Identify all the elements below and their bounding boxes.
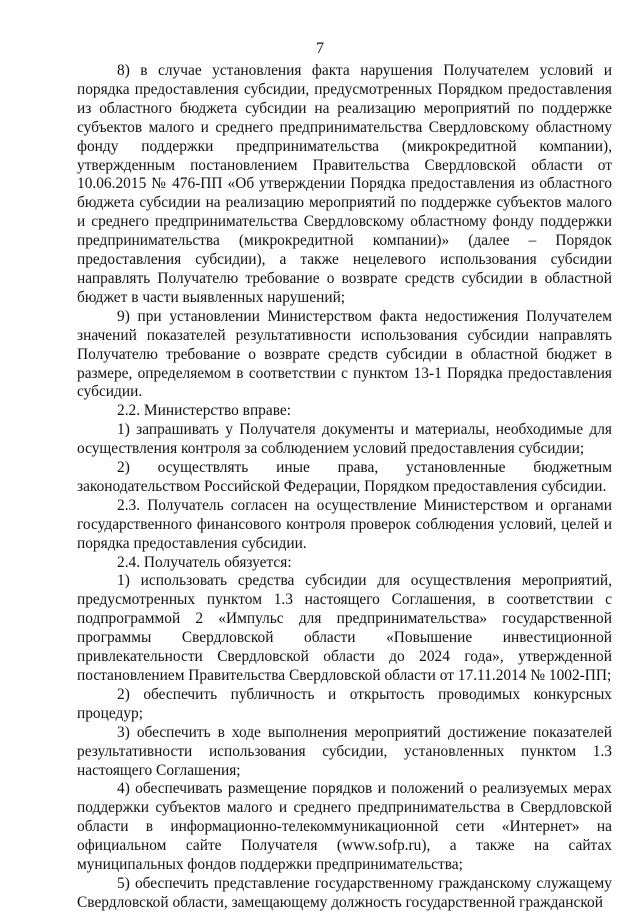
section-2-2-heading: 2.2. Министерство вправе: <box>117 402 291 420</box>
paragraph-2-2-2: 2) осуществлять иные права, установленные бюджетным законодательством Российской Федерации, Порядком предоставления субсидии. <box>77 459 612 495</box>
paragraph-2-4-2: 2) обеспечить публичность и открытость проводимых конкурсных процедур; <box>77 685 612 722</box>
paragraph-2-4-5: 5) обеспечить представление государственному гражданскому служащему Свердловской области, замещающему должность государственной гражданской <box>77 874 612 911</box>
document-body <box>77 62 612 913</box>
section-2-3: 2.3. Получатель согласен на осуществление Министерством и органами государственного финансового контроля проверок соблюдения условий, целей и порядка предоставления субсидии. <box>77 496 612 552</box>
paragraph-2-2-1: 1) запрашивать у Получателя документы и материалы, необходимые для осуществления контроля за соблюдением условий предоставления субсидии; <box>77 421 612 458</box>
paragraph-9: 9) при установлении Министерством факта недостижения Получателем значений показателей результативности использования субсидии направлять Получателю требование о возврате средств субсидии в областной бюджет в размере, определяемом в соответствии с пунктом 13-1 Порядка предоставления субсидии. <box>77 307 612 401</box>
paragraph-2-4-3: 3) обеспечить в ходе выполнения мероприятий достижение показателей результативности использования субсидии, установленных пунктом 1.3 настоящего Соглашения; <box>77 723 612 779</box>
section-2-4-heading: 2.4. Получатель обязуется: <box>117 553 292 571</box>
page-number: 7 <box>316 40 324 57</box>
paragraph-2-4-4: 4) обеспечивать размещение порядков и положений о реализуемых мерах поддержки субъектов малого и среднего предпринимательства в Свердловской области в информационно-телекоммуникационной сети «Интернет» на официальном сайте Получателя (www.sofp.ru), а также на сайтах муниципальных фондов поддержки предпринимательства; <box>77 780 612 874</box>
paragraph-2-4-1: 1) использовать средства субсидии для осуществления мероприятий, предусмотренных пунктом 1.3 настоящего Соглашения, в соответствии с подпрограммой 2 «Импульс для предпринимательства» государственной программы Свердловской области «Повышение инвестиционной привлекательности Свердловской области до 2024 года», утвержденной постановлением Правительства Свердловской области от 17.11.2014 № 1002-ПП; <box>77 572 612 684</box>
paragraph-8: 8) в случае установления факта нарушения Получателем условий и порядка предоставления субсидии, предусмотренных Порядком предоставления из областного бюджета субсидии на реализацию мероприятий по поддержке субъектов малого и среднего предпринимательства Свердловскому областному фонду поддержки предпринимательства (микрокредитной компании), утвержденным постановлением Правительства Свердловской области от 10.06.2015 № 476-ПП «Об утверждении Порядка предоставления из областного бюджета субсидии на реализацию мероприятий по поддержке субъектов малого и среднего предпринимательства Свердловскому областному фонду поддержки предпринимательства (микрокредитной компании)» (далее – Порядок предоставления субсидии), а также нецелевого использования субсидии направлять Получателю требование о возврате средств субсидии в областной бюджет в части выявленных нарушений; <box>77 62 612 306</box>
